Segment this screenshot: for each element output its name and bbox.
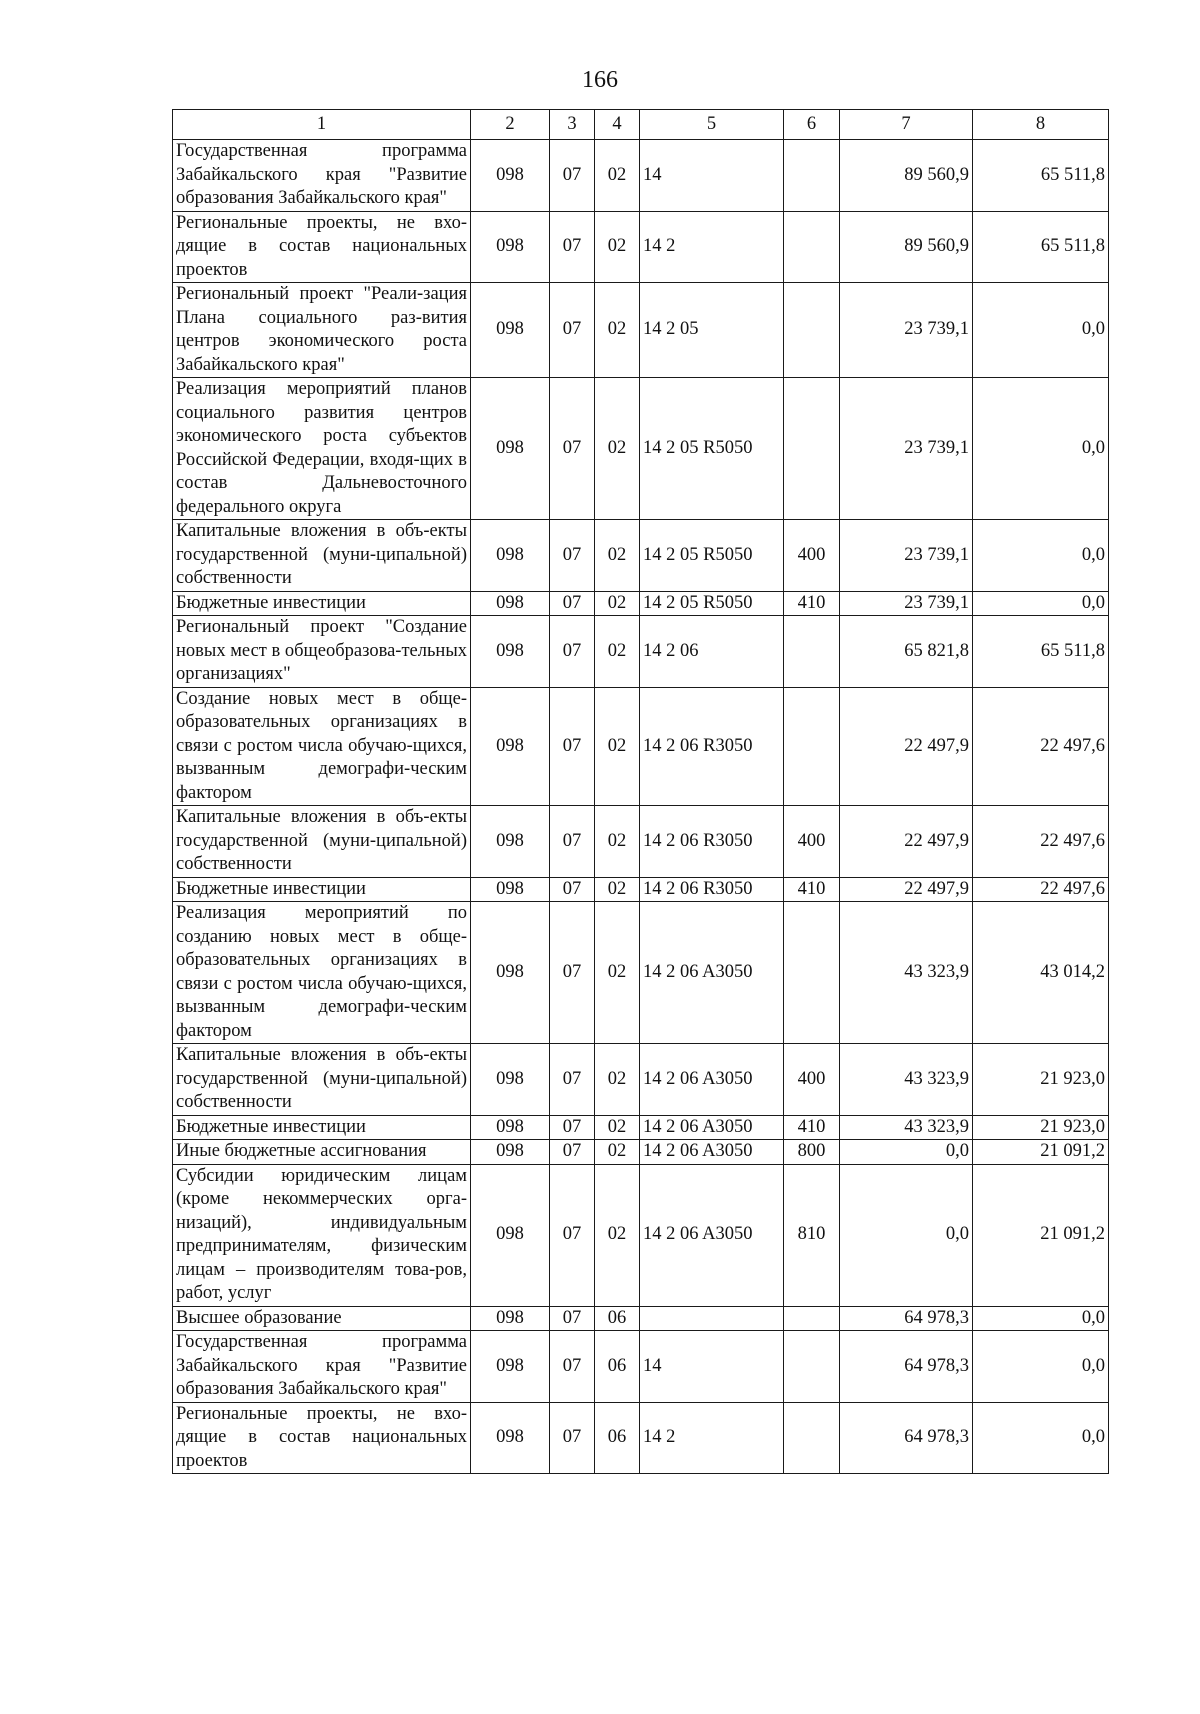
code-cell: 098 <box>471 877 550 902</box>
code-cell: 098 <box>471 902 550 1044</box>
amount-col7-cell: 43 323,9 <box>840 902 973 1044</box>
item-name-cell: Бюджетные инвестиции <box>173 591 471 616</box>
section-cell: 07 <box>550 520 595 592</box>
target-article-cell: 14 2 06 <box>640 616 784 688</box>
table-row <box>173 877 1109 902</box>
amount-col7-cell: 65 821,8 <box>840 616 973 688</box>
subsection-cell: 02 <box>595 1044 640 1116</box>
expense-type-cell: 410 <box>784 877 840 902</box>
expense-type-cell <box>784 283 840 378</box>
section-cell: 07 <box>550 902 595 1044</box>
amount-col8-cell: 0,0 <box>973 283 1109 378</box>
expense-type-cell <box>784 1331 840 1403</box>
target-article-cell: 14 2 <box>640 211 784 283</box>
subsection-cell: 02 <box>595 211 640 283</box>
code-cell: 098 <box>471 806 550 878</box>
expense-type-cell <box>784 1402 840 1474</box>
amount-col8-cell: 65 511,8 <box>973 616 1109 688</box>
budget-table <box>172 109 1109 1474</box>
amount-col7-cell: 43 323,9 <box>840 1044 973 1116</box>
amount-col7-cell: 23 739,1 <box>840 520 973 592</box>
section-cell: 07 <box>550 283 595 378</box>
item-name-cell: Региональный проект "Создание новых мест в общеобразова-тельных организациях" <box>173 616 471 688</box>
table-row <box>173 616 1109 688</box>
table-row <box>173 902 1109 1044</box>
amount-col8-cell: 0,0 <box>973 591 1109 616</box>
amount-col8-cell: 21 923,0 <box>973 1115 1109 1140</box>
amount-col8-cell: 65 511,8 <box>973 140 1109 212</box>
code-cell: 098 <box>471 687 550 806</box>
item-name-cell: Региональные проекты, не вхо-дящие в состав национальных проектов <box>173 1402 471 1474</box>
section-cell: 07 <box>550 806 595 878</box>
target-article-cell: 14 2 06 R3050 <box>640 687 784 806</box>
item-name-cell: Капитальные вложения в объ-екты государственной (муни-ципальной) собственности <box>173 1044 471 1116</box>
column-header: 3 <box>550 110 595 140</box>
subsection-cell: 02 <box>595 1140 640 1165</box>
amount-col8-cell: 65 511,8 <box>973 211 1109 283</box>
column-header: 8 <box>973 110 1109 140</box>
target-article-cell: 14 2 05 R5050 <box>640 520 784 592</box>
amount-col8-cell: 0,0 <box>973 520 1109 592</box>
expense-type-cell <box>784 140 840 212</box>
amount-col8-cell: 21 923,0 <box>973 1044 1109 1116</box>
column-header: 4 <box>595 110 640 140</box>
subsection-cell: 02 <box>595 1164 640 1306</box>
item-name-cell: Высшее образование <box>173 1306 471 1331</box>
subsection-cell: 02 <box>595 616 640 688</box>
code-cell: 098 <box>471 1164 550 1306</box>
expense-type-cell: 800 <box>784 1140 840 1165</box>
code-cell: 098 <box>471 283 550 378</box>
table-row <box>173 378 1109 520</box>
target-article-cell: 14 2 06 A3050 <box>640 1164 784 1306</box>
amount-col7-cell: 64 978,3 <box>840 1331 973 1403</box>
section-cell: 07 <box>550 1164 595 1306</box>
table-row <box>173 1115 1109 1140</box>
expense-type-cell: 400 <box>784 1044 840 1116</box>
item-name-cell: Реализация мероприятий по созданию новых мест в обще-образовательных организациях в связи с ростом числа обучаю-щихся, вызванным демографи-ческим фактором <box>173 902 471 1044</box>
target-article-cell: 14 2 05 <box>640 283 784 378</box>
item-name-cell: Капитальные вложения в объ-екты государственной (муни-ципальной) собственности <box>173 806 471 878</box>
amount-col7-cell: 22 497,9 <box>840 877 973 902</box>
table-body <box>173 140 1109 1474</box>
item-name-cell: Региональный проект "Реали-зация Плана социального раз-вития центров экономического роста Забайкальского края" <box>173 283 471 378</box>
expense-type-cell: 810 <box>784 1164 840 1306</box>
code-cell: 098 <box>471 1044 550 1116</box>
subsection-cell: 02 <box>595 687 640 806</box>
code-cell: 098 <box>471 1331 550 1403</box>
subsection-cell: 02 <box>595 378 640 520</box>
subsection-cell: 02 <box>595 1115 640 1140</box>
target-article-cell: 14 <box>640 140 784 212</box>
section-cell: 07 <box>550 1306 595 1331</box>
section-cell: 07 <box>550 591 595 616</box>
subsection-cell: 02 <box>595 902 640 1044</box>
amount-col8-cell: 22 497,6 <box>973 687 1109 806</box>
amount-col7-cell: 0,0 <box>840 1164 973 1306</box>
section-cell: 07 <box>550 378 595 520</box>
amount-col7-cell: 23 739,1 <box>840 591 973 616</box>
target-article-cell: 14 2 06 R3050 <box>640 877 784 902</box>
expense-type-cell <box>784 616 840 688</box>
column-header: 7 <box>840 110 973 140</box>
amount-col7-cell: 23 739,1 <box>840 378 973 520</box>
table-row <box>173 140 1109 212</box>
item-name-cell: Государственная программа Забайкальского края "Развитие образования Забайкальского края" <box>173 140 471 212</box>
target-article-cell <box>640 1306 784 1331</box>
code-cell: 098 <box>471 211 550 283</box>
table-row <box>173 211 1109 283</box>
subsection-cell: 06 <box>595 1306 640 1331</box>
table-row <box>173 1140 1109 1165</box>
code-cell: 098 <box>471 140 550 212</box>
amount-col7-cell: 64 978,3 <box>840 1306 973 1331</box>
table-row <box>173 520 1109 592</box>
subsection-cell: 06 <box>595 1331 640 1403</box>
column-header: 1 <box>173 110 471 140</box>
code-cell: 098 <box>471 1402 550 1474</box>
table-row <box>173 1331 1109 1403</box>
target-article-cell: 14 2 05 R5050 <box>640 591 784 616</box>
expense-type-cell <box>784 687 840 806</box>
item-name-cell: Региональные проекты, не вхо-дящие в состав национальных проектов <box>173 211 471 283</box>
amount-col8-cell: 22 497,6 <box>973 877 1109 902</box>
item-name-cell: Создание новых мест в обще-образовательных организациях в связи с ростом числа обучаю-щихся, вызванным демографи-ческим фактором <box>173 687 471 806</box>
amount-col8-cell: 0,0 <box>973 1331 1109 1403</box>
amount-col7-cell: 43 323,9 <box>840 1115 973 1140</box>
section-cell: 07 <box>550 877 595 902</box>
item-name-cell: Государственная программа Забайкальского края "Развитие образования Забайкальского края" <box>173 1331 471 1403</box>
table-row <box>173 283 1109 378</box>
section-cell: 07 <box>550 687 595 806</box>
amount-col7-cell: 89 560,9 <box>840 140 973 212</box>
amount-col8-cell: 0,0 <box>973 1402 1109 1474</box>
amount-col8-cell: 0,0 <box>973 378 1109 520</box>
section-cell: 07 <box>550 140 595 212</box>
table-row <box>173 591 1109 616</box>
expense-type-cell <box>784 211 840 283</box>
table-row <box>173 1164 1109 1306</box>
amount-col8-cell: 22 497,6 <box>973 806 1109 878</box>
subsection-cell: 02 <box>595 806 640 878</box>
code-cell: 098 <box>471 1140 550 1165</box>
amount-col7-cell: 23 739,1 <box>840 283 973 378</box>
target-article-cell: 14 2 05 R5050 <box>640 378 784 520</box>
code-cell: 098 <box>471 1306 550 1331</box>
section-cell: 07 <box>550 1140 595 1165</box>
expense-type-cell <box>784 378 840 520</box>
section-cell: 07 <box>550 1402 595 1474</box>
item-name-cell: Бюджетные инвестиции <box>173 1115 471 1140</box>
expense-type-cell <box>784 1306 840 1331</box>
subsection-cell: 02 <box>595 520 640 592</box>
amount-col7-cell: 0,0 <box>840 1140 973 1165</box>
code-cell: 098 <box>471 1115 550 1140</box>
target-article-cell: 14 2 06 A3050 <box>640 1115 784 1140</box>
table-row <box>173 1402 1109 1474</box>
header-row <box>173 110 1109 140</box>
subsection-cell: 02 <box>595 140 640 212</box>
code-cell: 098 <box>471 378 550 520</box>
target-article-cell: 14 2 06 A3050 <box>640 1044 784 1116</box>
subsection-cell: 02 <box>595 591 640 616</box>
column-header: 2 <box>471 110 550 140</box>
expense-type-cell: 410 <box>784 591 840 616</box>
subsection-cell: 02 <box>595 877 640 902</box>
expense-type-cell: 400 <box>784 520 840 592</box>
table-row <box>173 806 1109 878</box>
item-name-cell: Бюджетные инвестиции <box>173 877 471 902</box>
target-article-cell: 14 2 <box>640 1402 784 1474</box>
target-article-cell: 14 <box>640 1331 784 1403</box>
code-cell: 098 <box>471 616 550 688</box>
item-name-cell: Иные бюджетные ассигнования <box>173 1140 471 1165</box>
subsection-cell: 02 <box>595 283 640 378</box>
expense-type-cell: 410 <box>784 1115 840 1140</box>
expense-type-cell <box>784 902 840 1044</box>
table-row <box>173 1306 1109 1331</box>
target-article-cell: 14 2 06 R3050 <box>640 806 784 878</box>
expense-type-cell: 400 <box>784 806 840 878</box>
column-header: 6 <box>784 110 840 140</box>
section-cell: 07 <box>550 211 595 283</box>
column-header: 5 <box>640 110 784 140</box>
target-article-cell: 14 2 06 A3050 <box>640 1140 784 1165</box>
amount-col7-cell: 89 560,9 <box>840 211 973 283</box>
code-cell: 098 <box>471 520 550 592</box>
target-article-cell: 14 2 06 A3050 <box>640 902 784 1044</box>
table-row <box>173 1044 1109 1116</box>
amount-col7-cell: 22 497,9 <box>840 806 973 878</box>
section-cell: 07 <box>550 1115 595 1140</box>
item-name-cell: Реализация мероприятий планов социального развития центров экономического роста субъектов Российской Федерации, входя-щих в состав Дальневосточного федерального округа <box>173 378 471 520</box>
section-cell: 07 <box>550 616 595 688</box>
item-name-cell: Капитальные вложения в объ-екты государственной (муни-ципальной) собственности <box>173 520 471 592</box>
section-cell: 07 <box>550 1331 595 1403</box>
amount-col8-cell: 21 091,2 <box>973 1164 1109 1306</box>
amount-col8-cell: 21 091,2 <box>973 1140 1109 1165</box>
amount-col7-cell: 64 978,3 <box>840 1402 973 1474</box>
table-row <box>173 687 1109 806</box>
amount-col7-cell: 22 497,9 <box>840 687 973 806</box>
code-cell: 098 <box>471 591 550 616</box>
amount-col8-cell: 0,0 <box>973 1306 1109 1331</box>
item-name-cell: Субсидии юридическим лицам (кроме некоммерческих орга-низаций), индивидуальным предпринимателям, физическим лицам – производителям това-ров, работ, услуг <box>173 1164 471 1306</box>
section-cell: 07 <box>550 1044 595 1116</box>
page-number: 166 <box>582 67 618 93</box>
subsection-cell: 06 <box>595 1402 640 1474</box>
amount-col8-cell: 43 014,2 <box>973 902 1109 1044</box>
